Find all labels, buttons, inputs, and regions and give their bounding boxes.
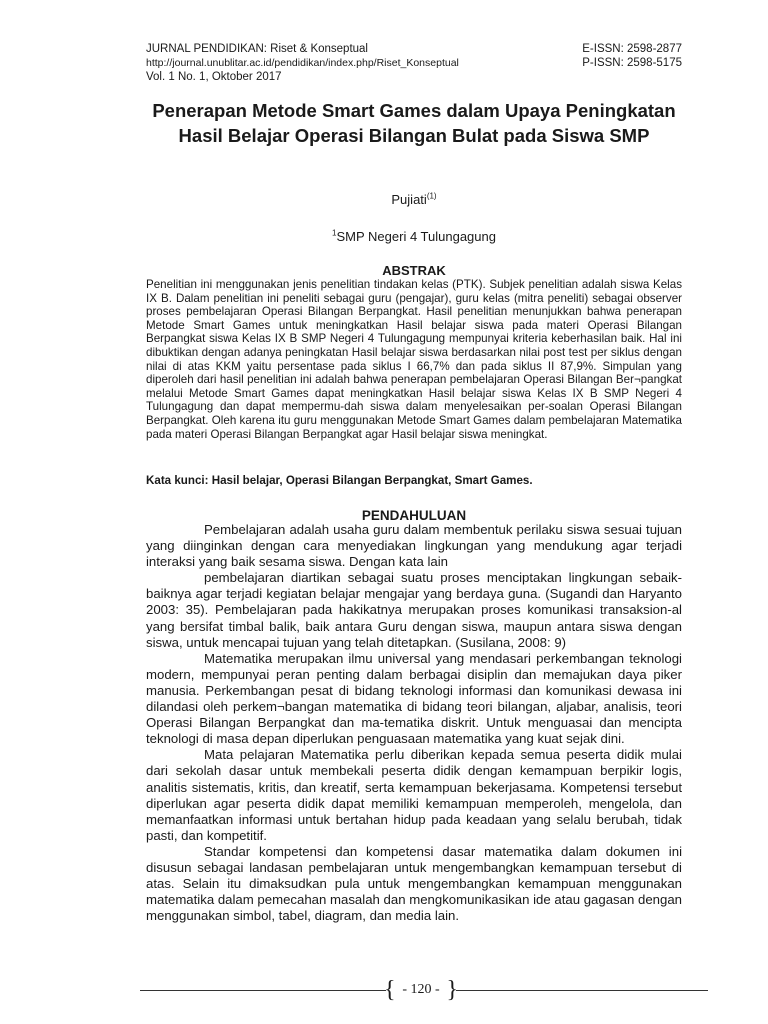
affiliation-name: SMP Negeri 4 Tulungagung xyxy=(336,229,496,244)
author-mark: (1) xyxy=(426,191,437,201)
page-number: - 120 - xyxy=(402,982,440,997)
eissn: E-ISSN: 2598-2877 xyxy=(582,43,682,55)
paragraph: Pembelajaran adalah usaha guru dalam membentuk perilaku siswa sesuai tujuan yang diinginkan dengan cara menyediakan lingkungan yang mendukung agar terjadi interaksi yang baik sesama siswa. Dengan kata lain xyxy=(146,522,682,570)
left-brace-icon: { xyxy=(384,977,396,1003)
affiliation-mark: 1 xyxy=(332,228,337,238)
journal-name: JURNAL PENDIDIKAN: Riset & Konseptual xyxy=(146,43,368,55)
volume-info: Vol. 1 No. 1, Oktober 2017 xyxy=(146,71,282,83)
keywords: Kata kunci: Hasil belajar, Operasi Bilangan Berpangkat, Smart Games. xyxy=(146,474,533,487)
paper-title: Penerapan Metode Smart Games dalam Upaya Peningkatan Hasil Belajar Operasi Bilangan Bulat pada Siswa SMP xyxy=(152,100,676,146)
paragraph: pembelajaran diartikan sebagai suatu proses menciptakan lingkungan sebaik-baiknya agar terjadi kegiatan belajar mengajar yang berdaya guna. (Sugandi dan Haryanto 2003: 35). Pembelajaran pada hakikatnya merupakan proses komunikasi transaksion-al yang bersifat timbal balik, baik antara Guru dengan siswa, maupun antara siswa dengan siswa, untuk mencapai tujuan yang telah ditetapkan. (Susilana, 2008: 9) xyxy=(146,570,682,650)
page-number-box xyxy=(386,978,456,1002)
section-heading: PENDAHULUAN xyxy=(361,508,467,523)
right-brace-icon: } xyxy=(446,977,458,1003)
paragraph: Matematika merupakan ilmu universal yang mendasari perkembangan teknologi modern, mempunyai peran penting dalam berbagai disiplin dan memajukan daya piker manusia. Perkembangan pesat di bidang teknologi informasi dan komunikasi dewasa ini dilandasi oleh perkem¬bangan matematika di bidang teori bilangan, aljabar, analisis, teori Operasi Bilangan Berpangkat dan ma-tematika diskrit. Untuk menguasai dan mencipta teknologi di masa depan diperlukan penguasaan matematika yang kuat sejak dini. xyxy=(146,650,682,747)
author xyxy=(146,192,682,207)
pissn: P-ISSN: 2598-5175 xyxy=(582,57,682,69)
affiliation xyxy=(146,229,682,244)
section-body xyxy=(146,522,682,924)
author-name: Pujiati xyxy=(391,192,427,207)
journal-url[interactable]: http://journal.unublitar.ac.id/pendidikan/index.php/Riset_Konseptual xyxy=(146,57,459,69)
page-footer xyxy=(140,978,708,1002)
paragraph: Mata pelajaran Matematika perlu diberikan kepada semua peserta didik mulai dari sekolah dasar untuk membekali peserta didik dengan kemampuan berpikir logis, analitis sistematis, kritis, dan kreatif, serta kemampuan bekerjasama. Kompetensi tersebut diperlukan agar peserta didik dapat memiliki kemampuan memperoleh, mengelola, dan memanfaatkan informasi untuk bertahan hidup pada keadaan yang selalu berubah, tidak pasti, dan kompetitif. xyxy=(146,747,682,843)
abstract-text: Penelitian ini menggunakan jenis penelitian tindakan kelas (PTK). Subjek penelitian adalah siswa Kelas IX B. Dalam penelitian ini peneliti sebagai guru (pengajar), guru kelas (mitra peneliti) sebagai observer proses pembelajaran Operasi Bilangan Berpangkat. Hasil penelitian menunjukkan bahwa penerapan Metode Smart Games untuk meningkatkan Hasil belajar siswa pada materi Operasi Bilangan Berpangkat siswa Kelas IX B SMP Negeri 4 Tulungagung mempunyai kriteria keberhasilan baik. Hal ini dibuktikan dengan adanya peningkatan Hasil belajar siswa berdasarkan nilai post test per siklus dengan nilai di atas KKM yaitu persentase pada siklus I 66,7% dan pada siklus II 87,9%. Simpulan yang diperoleh dari hasil penelitian ini adalah bahwa penerapan pembelajaran Operasi Bilangan Ber¬pangkat melalui Metode Smart Games dapat meningkatkan Hasil belajar siswa Kelas IX B SMP Negeri 4 Tulungagung dan dapat mempermu-dah siswa dalam menyelesaikan per-soalan Operasi Bilangan Berpangkat. Oleh karena itu guru menggunakan Metode Smart Games dalam pembelajaran Matematika pada materi Operasi Bilangan Berpangkat agar Hasil belajar siswa meningkat. xyxy=(146,278,682,441)
abstract-heading: ABSTRAK xyxy=(382,263,446,278)
journal-header xyxy=(146,42,682,84)
paragraph: Standar kompetensi dan kompetensi dasar matematika dalam dokumen ini disusun sebagai landasan pembelajaran untuk mengembangkan kemampuan tersebut di atas. Selain itu dimaksudkan pula untuk mengembangkan kemampuan menggunakan matematika dalam pemecahan masalah dan mengkomunikasikan ide atau gagasan dengan menggunakan simbol, tabel, diagram, dan media lain. xyxy=(146,843,682,924)
